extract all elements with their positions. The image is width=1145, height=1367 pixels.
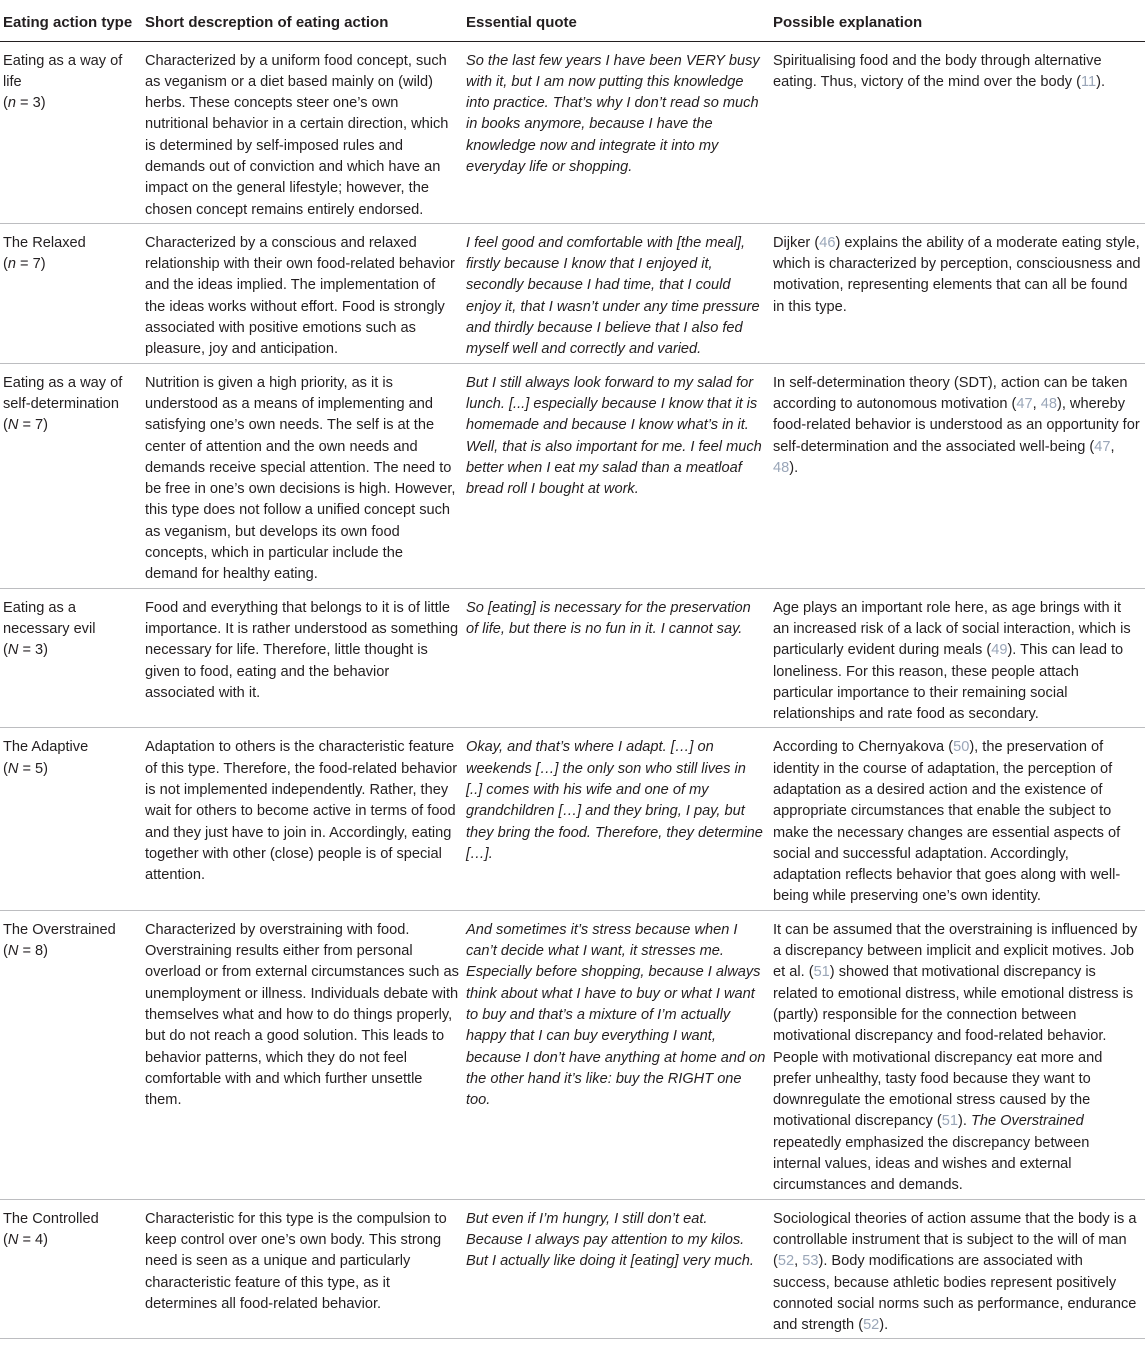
description-cell: Food and everything that belongs to it is of little importance. It is rather understood as something necessary for life. Therefore, little thought is given to food, eating and the behavior associated with it. bbox=[142, 588, 463, 728]
table-header-row bbox=[0, 0, 1145, 41]
explanation-text: ) showed that motivational discrepancy is related to emotional distress, while emotional distress is (partly) responsible for the connection between motivational discrepancy and food-related behavior. People with motivational discrepancy eat more and prefer unhealthy, tasty food because they want to downregulate the emotional stress caused by the motivational discrepancy ( bbox=[773, 964, 1134, 1130]
count-value: = 5) bbox=[18, 760, 49, 777]
explanation-cell bbox=[770, 363, 1145, 588]
explanation-text: ), the preservation of identity in the course of adaptation, the perception of adaptation as a desired action and the existence of appropriate circumstances that enable the subject to make the necessary changes are essential aspects of social and successful adaptation. Accordingly, adaptation reflects behavior that goes along with well-being while preserving one’s own identity. bbox=[773, 739, 1121, 905]
explanation-text: , bbox=[1032, 395, 1041, 412]
type-cell: The Adaptive (N = 5) bbox=[0, 728, 142, 910]
table-row bbox=[0, 910, 1145, 1199]
header-short-description: Short descreption of eating action bbox=[142, 0, 463, 41]
reference-link[interactable]: 49 bbox=[991, 642, 1008, 659]
count-value: = 7) bbox=[16, 256, 46, 273]
count-variable: n bbox=[7, 256, 16, 273]
reference-link[interactable]: 47 bbox=[1094, 438, 1111, 455]
explanation-text: ), whereby food-related behavior is understood as an opportunity for self-determination and the associated well-being ( bbox=[773, 395, 1140, 455]
reference-link[interactable]: 50 bbox=[953, 739, 970, 756]
count-value: = 4) bbox=[18, 1231, 49, 1248]
reference-link[interactable]: 52 bbox=[777, 1253, 795, 1270]
reference-link[interactable]: 52 bbox=[863, 1317, 880, 1334]
header-eating-action-type: Eating action type bbox=[0, 0, 142, 41]
type-name: Eating as a way of life bbox=[3, 52, 123, 90]
explanation-text: ). This can lead to loneliness. For this reason, these people attach particular importance to their remaining social relationships and rate food as secondary. bbox=[773, 642, 1124, 723]
count-value: = 3) bbox=[16, 95, 46, 112]
type-cell: Eating as a way of self-determination (N = 7) bbox=[0, 363, 142, 588]
description-cell: Characteristic for this type is the compulsion to keep control over one’s own body. This strong need is seen as a unique and particularly characteristic feature of this type, as it determines all food-related behavior. bbox=[142, 1199, 463, 1339]
quote-cell: I feel good and comfortable with [the meal], firstly because I know that I enjoyed it, secondly because I had time, that I could enjoy it, that I wasn’t under any time pressure and thirdly because I believe that I also fed myself well and correctly and varied. bbox=[463, 223, 770, 363]
table-row bbox=[0, 41, 1145, 223]
count-variable: n bbox=[7, 95, 16, 112]
count-variable: N bbox=[7, 1231, 19, 1248]
table-row bbox=[0, 728, 1145, 910]
explanation-text: ). bbox=[789, 459, 799, 476]
explanation-text: ). bbox=[957, 1113, 971, 1130]
explanation-text: repeatedly emphasized the discrepancy between internal values, ideas and wishes and external circumstances and demands. bbox=[773, 1134, 1090, 1194]
type-name: The Adaptive bbox=[3, 739, 89, 756]
quote-cell: So the last few years I have been VERY busy with it, but I am now putting this knowledge into practice. That’s why I don’t read so much in books anymore, because I have the knowledge now and integrate it into my everyday life or shopping. bbox=[463, 41, 770, 223]
header-possible-explanation: Possible explanation bbox=[770, 0, 1145, 41]
type-cell: The Relaxed (n = 7) bbox=[0, 223, 142, 363]
explanation-text: , bbox=[794, 1253, 803, 1270]
type-name: The Relaxed bbox=[3, 234, 86, 251]
type-name: Eating as a way of self-determination bbox=[3, 374, 123, 412]
type-cell: Eating as a way of life (n = 3) bbox=[0, 41, 142, 223]
reference-link[interactable]: 46 bbox=[819, 234, 836, 251]
quote-cell: But I still always look forward to my salad for lunch. [...] especially because I know that it is homemade and because I know what’s in it. Well, that is also important for me. I feel much better when I eat my salad than a meatloaf bread roll I bought at work. bbox=[463, 363, 770, 588]
description-cell: Adaptation to others is the characteristic feature of this type. Therefore, the food-related behavior is not implemented independently. Rather, they wait for others to become active in terms of food and they just have to join in. Accordingly, eating together with other (close) people is of special attention. bbox=[142, 728, 463, 910]
reference-link[interactable]: 51 bbox=[813, 964, 830, 981]
count-value: = 3) bbox=[18, 642, 49, 659]
type-cell: The Controlled (N = 4) bbox=[0, 1199, 142, 1339]
explanation-text: Dijker ( bbox=[773, 234, 820, 251]
type-name: The Controlled bbox=[3, 1210, 99, 1227]
reference-link[interactable]: 51 bbox=[941, 1113, 958, 1130]
table-row bbox=[0, 588, 1145, 728]
quote-cell: But even if I’m hungry, I still don’t eat. Because I always pay attention to my kilos. But I actually like doing it [eating] very much. bbox=[463, 1199, 770, 1339]
explanation-cell bbox=[770, 41, 1145, 223]
explanation-cell bbox=[770, 223, 1145, 363]
type-name: The Overstrained bbox=[3, 921, 116, 938]
type-name: Eating as a necessary evil bbox=[3, 599, 96, 637]
explanation-text: Sociological theories of action assume that the body is a controllable instrument that is subject to the will of man ( bbox=[773, 1210, 1137, 1270]
type-name-italic: The Overstrained bbox=[970, 1113, 1084, 1130]
quote-cell: Okay, and that’s where I adapt. […] on weekends […] the only son who still lives in [..] comes with his wife and one of my grandchildren […] and they bring, I pay, but they bring the food. Therefore, they determine […]. bbox=[463, 728, 770, 910]
explanation-cell bbox=[770, 728, 1145, 910]
reference-link[interactable]: 47 bbox=[1016, 395, 1033, 412]
explanation-text: ). bbox=[1096, 73, 1106, 90]
description-cell: Characterized by a conscious and relaxed relationship with their own food-related behavior and the ideas implied. The implementation of the ideas works without effort. Food is strongly associated with positive emotions such as pleasure, joy and anticipation. bbox=[142, 223, 463, 363]
description-cell: Nutrition is given a high priority, as it is understood as a means of implementing and satisfying one’s own needs. The self is at the center of attention and the own needs and demands receive special attention. The need to be free in one’s own decisions is high. However, this type does not follow a unified concept such as veganism, but develops its own food concepts, which in particular include the demand for healthy eating. bbox=[142, 363, 463, 588]
description-cell: Characterized by overstraining with food. Overstraining results either from personal overload or from external circumstances such as unemployment or illness. Individuals debate with themselves what and how to do things properly, but do not reach a good solution. This leads to behavior patterns, which they do not feel comfortable with and which further unsettle them. bbox=[142, 910, 463, 1199]
reference-link[interactable]: 48 bbox=[1040, 395, 1057, 412]
type-cell: Eating as a necessary evil (N = 3) bbox=[0, 588, 142, 728]
reference-link[interactable]: 11 bbox=[1080, 73, 1097, 90]
quote-cell: And sometimes it’s stress because when I can’t decide what I want, it stresses me. Especially before shopping, because I always think about what I have to buy or what I want to buy and that’s a mixture of I’m actually happy that I can buy everything I want, because I don’t have anything at home and on the other hand it’s like: buy the RIGHT one too. bbox=[463, 910, 770, 1199]
count-variable: N bbox=[7, 760, 19, 777]
count-variable: N bbox=[7, 642, 19, 659]
explanation-text: Age plays an important role here, as age brings with it an increased risk of a lack of social interaction, which is particularly evident during meals ( bbox=[773, 599, 1131, 659]
explanation-cell bbox=[770, 1199, 1145, 1339]
count-value: = 8) bbox=[18, 943, 49, 960]
explanation-cell bbox=[770, 588, 1145, 728]
header-essential-quote: Essential quote bbox=[463, 0, 770, 41]
explanation-text: ) explains the ability of a moderate eating style, which is characterized by perception, consciousness and motivation, representing elements that can all be found in this type. bbox=[773, 234, 1141, 315]
explanation-text: , bbox=[1110, 438, 1115, 455]
quote-cell: So [eating] is necessary for the preservation of life, but there is no fun in it. I cannot say. bbox=[463, 588, 770, 728]
explanation-text: ). bbox=[879, 1317, 889, 1334]
explanation-text: It can be assumed that the overstraining is influenced by a discrepancy between implicit and explicit motives. Job et al. ( bbox=[773, 921, 1138, 981]
table-row bbox=[0, 363, 1145, 588]
count-variable: N bbox=[7, 943, 19, 960]
table-row bbox=[0, 1199, 1145, 1339]
explanation-text: ). Body modifications are associated with success, because athletic bodies represent positively connoted social norms such as performance, endurance and strength ( bbox=[773, 1253, 1137, 1334]
explanation-text: Spiritualising food and the body through alternative eating. Thus, victory of the mind over the body ( bbox=[773, 52, 1102, 90]
count-variable: N bbox=[7, 417, 19, 434]
description-cell: Characterized by a uniform food concept, such as veganism or a diet based mainly on (wild) herbs. These concepts steer one’s own nutritional behavior in a certain direction, which is determined by self-imposed rules and demands out of conviction and which have an impact on the general lifestyle; however, the chosen concept remains entirely endorsed. bbox=[142, 41, 463, 223]
reference-link[interactable]: 53 bbox=[802, 1253, 819, 1270]
explanation-text: According to Chernyakova ( bbox=[773, 739, 954, 756]
table-row bbox=[0, 223, 1145, 363]
explanation-text: In self-determination theory (SDT), action can be taken according to autonomous motivation ( bbox=[773, 374, 1128, 412]
reference-link[interactable]: 48 bbox=[773, 459, 790, 476]
count-value: = 7) bbox=[18, 417, 49, 434]
type-cell: The Overstrained (N = 8) bbox=[0, 910, 142, 1199]
explanation-cell bbox=[770, 910, 1145, 1199]
